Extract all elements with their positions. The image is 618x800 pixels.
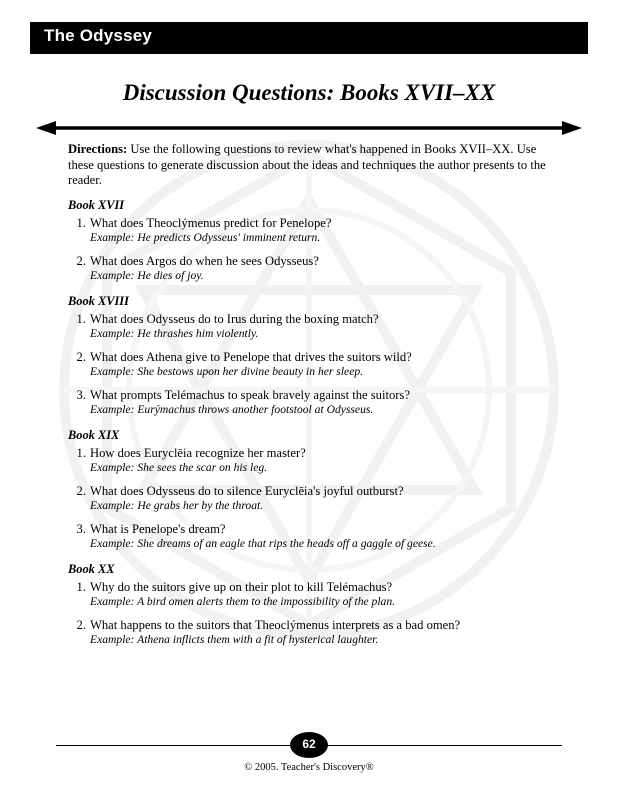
question-item — [68, 618, 568, 647]
question-item — [68, 580, 568, 609]
question-number: 2. — [76, 618, 86, 632]
question-number: 2. — [76, 254, 86, 268]
question-number: 3. — [76, 522, 86, 536]
question-text: What does Athena give to Penelope that drives the suitors wild? — [90, 350, 412, 364]
page-number: 62 — [302, 737, 316, 751]
book-title-header: The Odyssey — [44, 26, 153, 45]
question-number: 1. — [76, 580, 86, 594]
question-list — [68, 312, 568, 417]
question-example: Example: He thrashes him violently. — [90, 327, 259, 340]
question-text: What prompts Telémachus to speak bravely against the suitors? — [90, 388, 410, 402]
question-text: What happens to the suitors that Theoclýmenus interprets as a bad omen? — [90, 618, 461, 632]
question-example: Example: Eurýmachus throws another footstool at Odysseus. — [90, 403, 374, 416]
book-section — [68, 562, 568, 647]
question-list — [68, 446, 568, 551]
question-text: What is Penelope's dream? — [90, 522, 226, 536]
question-example: Example: He dies of joy. — [90, 269, 204, 282]
question-item — [68, 312, 568, 341]
question-list — [68, 216, 568, 283]
book-section — [68, 428, 568, 551]
question-example: Example: She dreams of an eagle that rips the heads off a gaggle of geese. — [90, 537, 436, 550]
questions-content — [68, 198, 568, 658]
question-number: 2. — [76, 484, 86, 498]
question-number: 1. — [76, 446, 86, 460]
question-text: What does Argos do when he sees Odysseus? — [90, 254, 319, 268]
question-text: How does Euryclēia recognize her master? — [90, 446, 306, 460]
question-example: Example: She bestows upon her divine beauty in her sleep. — [90, 365, 364, 378]
question-item — [68, 388, 568, 417]
question-number: 1. — [76, 216, 86, 230]
book-heading: Book XVII — [68, 198, 125, 212]
question-text: What does Odysseus do to Irus during the boxing match? — [90, 312, 379, 326]
question-text: What does Theoclýmenus predict for Penelope? — [90, 216, 332, 230]
question-text: What does Odysseus do to silence Euryclēia's joyful outburst? — [90, 484, 404, 498]
question-example: Example: He grabs her by the throat. — [90, 499, 264, 512]
directions-text: Use the following questions to review what's happened in Books XVII–XX. Use these questions to generate discussion about the ideas and techniques the author presents to the reader. — [68, 142, 546, 187]
question-number: 1. — [76, 312, 86, 326]
question-list — [68, 580, 568, 647]
copyright-text: © 2005. Teacher's Discovery® — [244, 762, 374, 773]
decorative-double-arrow-rule — [36, 120, 582, 136]
footer-rule-right — [328, 745, 562, 746]
directions-label: Directions: — [68, 142, 128, 156]
question-item — [68, 216, 568, 245]
question-number: 2. — [76, 350, 86, 364]
question-number: 3. — [76, 388, 86, 402]
question-example: Example: He predicts Odysseus' imminent return. — [90, 231, 321, 244]
book-section — [68, 294, 568, 417]
book-section — [68, 198, 568, 283]
question-item — [68, 254, 568, 283]
question-example: Example: She sees the scar on his leg. — [90, 461, 268, 474]
book-heading: Book XVIII — [68, 294, 129, 308]
question-text: Why do the suitors give up on their plot to kill Telémachus? — [90, 580, 393, 594]
question-example: Example: Athena inflicts them with a fit of hysterical laughter. — [90, 633, 379, 646]
question-example: Example: A bird omen alerts them to the impossibility of the plan. — [90, 595, 396, 608]
book-heading: Book XX — [68, 562, 115, 576]
page-number-badge — [290, 730, 328, 760]
question-item — [68, 484, 568, 513]
footer-rule-left — [56, 745, 290, 746]
directions-paragraph — [68, 142, 548, 189]
question-item — [68, 522, 568, 551]
question-item — [68, 350, 568, 379]
page-title: Discussion Questions: Books XVII–XX — [122, 80, 496, 105]
book-heading: Book XIX — [68, 428, 120, 442]
question-item — [68, 446, 568, 475]
